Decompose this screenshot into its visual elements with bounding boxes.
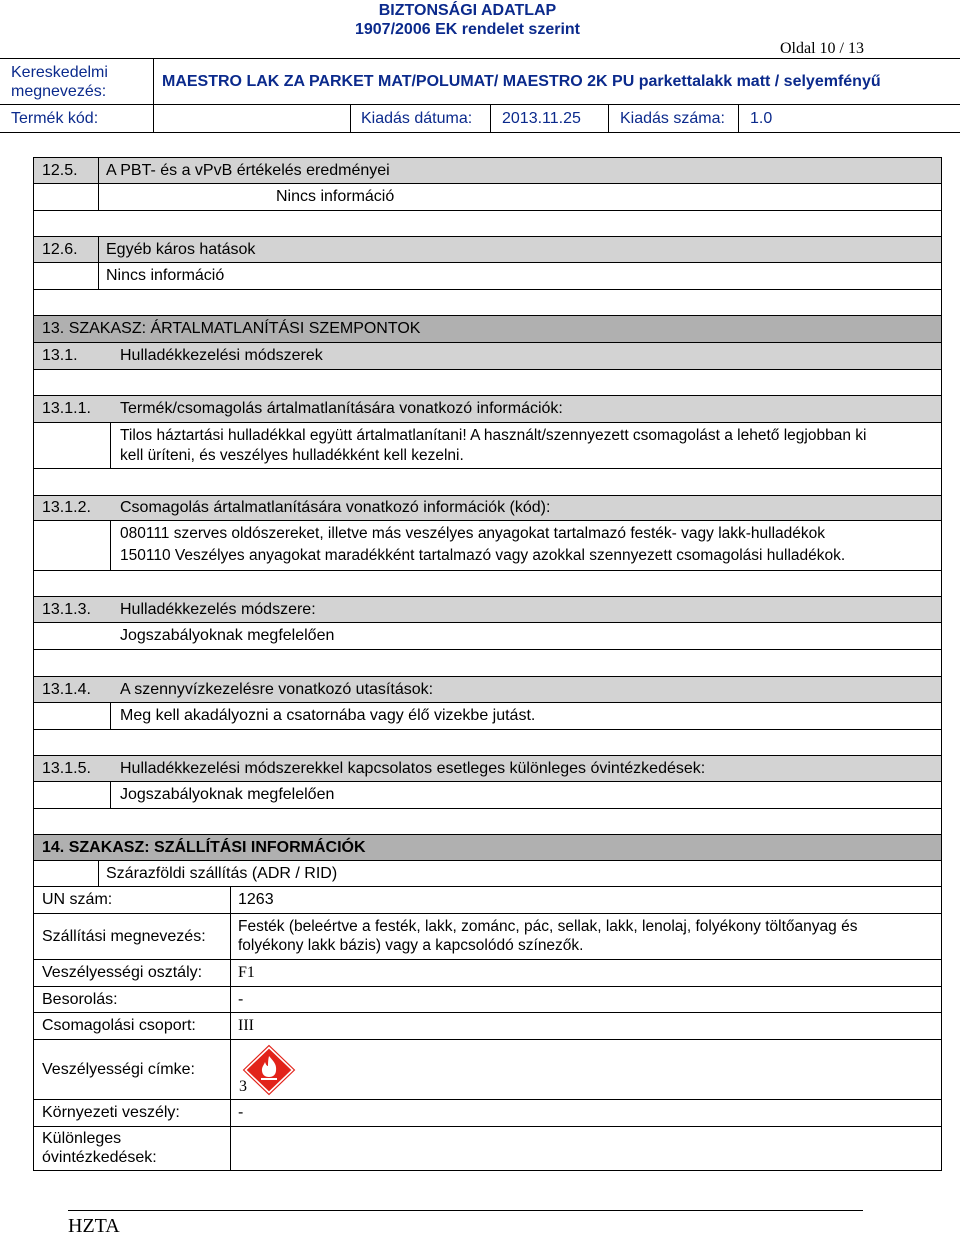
transport-row-classification [33,986,942,1012]
section-title: Hulladékkezelési módszerek [120,347,323,364]
header-divider [738,104,739,132]
section-row-13-1 [33,342,942,369]
section-title: Hulladékkezelés módszere: [120,600,316,618]
field-value: 1263 [238,891,274,908]
section-number: 13.1.4. [42,680,91,698]
hazard-label-class: 3 [239,1078,247,1095]
section-title: A PBT- és a vPvB értékelés eredményei [106,161,390,179]
transport-row-un [33,886,942,913]
section-title: Hulladékkezelési módszerekkel kapcsolatos esetleges különleges óvintézkedések: [120,759,706,777]
doc-title: BIZTONSÁGI ADATLAP [378,2,557,19]
field-value: - [238,990,244,1008]
field-label: Besorolás: [42,990,118,1008]
trade-name: MAESTRO LAK ZA PARKET MAT/POLUMAT/ MAESTRO 2K PU parkettalakk matt / selyemfényű [162,73,881,90]
section-row-13-1-4 [33,676,942,702]
spacer-row [33,210,942,236]
trade-name-label-2: megnevezés: [11,83,107,100]
section-heading-13 [33,315,942,342]
section-row-12-6 [33,236,942,262]
spacer-row [33,729,942,755]
flammable-liquid-icon [240,1042,298,1098]
spacer-row [33,570,942,596]
issue-no: 1.0 [750,110,773,127]
section-title: Termék/csomagolás ártalmatlanítására vonatkozó információk: [120,400,563,417]
doc-subtitle: 1907/2006 EK rendelet szerint [354,21,580,38]
section-heading: 13. SZAKASZ: ÁRTALMATLANÍTÁSI SZEMPONTOK [42,320,421,337]
content-text: Jogszabályoknak megfelelően [120,627,335,644]
transport-subtitle: Szárazföldi szállítás (ADR / RID) [106,864,338,882]
field-value: F1 [238,964,255,981]
content-text: Meg kell akadályozni a csatornába vagy élő vizekbe jutást. [120,707,536,724]
section-number: 12.5. [42,161,78,179]
section-number: 13.1.2. [42,499,91,516]
section-number: 13.1.5. [42,759,91,777]
transport-row-class [33,959,942,986]
page-number: Oldal 10 / 13 [780,40,864,57]
field-value: - [238,1104,244,1121]
issue-date-label: Kiadás dátuma: [361,110,473,127]
content-text-line-2: kell üríteni, és veszélyes hulladékként kell kezelni. [120,447,464,464]
header-divider [490,104,491,132]
transport-row-environment [33,1099,942,1126]
content-row [33,183,942,210]
content-text: Nincs információ [106,267,225,284]
spacer-row [33,369,942,395]
footer-text: HZTA [68,1215,120,1237]
section-row-13-1-1 [33,395,942,422]
section-heading: 14. SZAKASZ: SZÁLLÍTÁSI INFORMÁCIÓK [42,838,366,856]
content-row [33,262,942,289]
transport-row-hazard-label [33,1039,942,1099]
field-label: Csomagolási csoport: [42,1017,196,1034]
transport-row-packing [33,1012,942,1039]
spacer-row [33,808,942,834]
product-code-label: Termék kód: [11,110,99,127]
trade-name-label-1: Kereskedelmi [11,64,108,81]
field-label: Szállítási megnevezés: [42,927,206,945]
header-divider [153,104,154,132]
content-text-line-1: Tilos háztartási hulladékkal együtt ártalmatlanítani! A használt/szennyezett csomagolást a lehető legjobban ki [120,427,867,444]
content-row [33,781,942,808]
field-label: Veszélyességi címke: [42,1060,195,1078]
field-value-line-2: folyékony lakk bázis) vagy a kapcsolódó színezők. [238,937,584,954]
issue-date: 2013.11.25 [502,110,581,127]
header-rule-bottom [0,132,960,133]
section-row-13-1-5 [33,755,942,781]
content-text: Nincs információ [276,188,395,205]
section-number: 13.1. [42,347,78,364]
content-text: Jogszabályoknak megfelelően [120,786,335,803]
content-row [33,622,942,649]
section-number: 12.6. [42,240,78,258]
field-label: UN szám: [42,891,113,908]
section-title: Csomagolás ártalmatlanítására vonatkozó információk (kód): [120,499,551,516]
header-rule-top [0,58,960,59]
footer-rule [68,1210,863,1211]
header-divider [350,104,351,132]
section-number: 13.1.3. [42,600,91,618]
transport-row-special [33,1126,942,1171]
field-label: Veszélyességi osztály: [42,964,203,981]
content-row [33,520,942,570]
content-text-line-2: 150110 Veszélyes anyagokat maradékként tartalmazó vagy azokkal szennyezett csomagolási hulladékok. [120,547,846,564]
header-divider [608,104,609,132]
field-label-line-2: óvintézkedések: [42,1149,157,1166]
section-number: 13.1.1. [42,400,91,417]
header-divider [153,58,154,104]
section-title: Egyéb káros hatások [106,240,256,258]
subheading-row [33,860,942,886]
content-row [33,422,942,468]
section-row-13-1-2 [33,495,942,520]
field-value-line-1: Festék (beleértve a festék, lakk, zománc, pác, sellak, lakk, lenolaj, folyékony töltőanyag és [238,918,858,935]
section-row-13-1-3 [33,596,942,622]
spacer-row [33,649,942,676]
content-row [33,702,942,729]
spacer-row [33,289,942,315]
field-label-line-1: Különleges [42,1130,122,1147]
section-heading-14 [33,834,942,860]
issue-no-label: Kiadás száma: [620,110,725,127]
header-rule-mid [0,104,960,105]
field-value: III [238,1017,254,1034]
spacer-row [33,468,942,495]
transport-row-shipping-name [33,913,942,959]
section-row-12-5 [33,157,942,183]
content-text-line-1: 080111 szerves oldószereket, illetve más veszélyes anyagokat tartalmazó festék- vagy lakk-hulladékok [120,525,826,542]
field-label: Környezeti veszély: [42,1104,180,1121]
section-title: A szennyvízkezelésre vonatkozó utasítások: [120,680,434,698]
